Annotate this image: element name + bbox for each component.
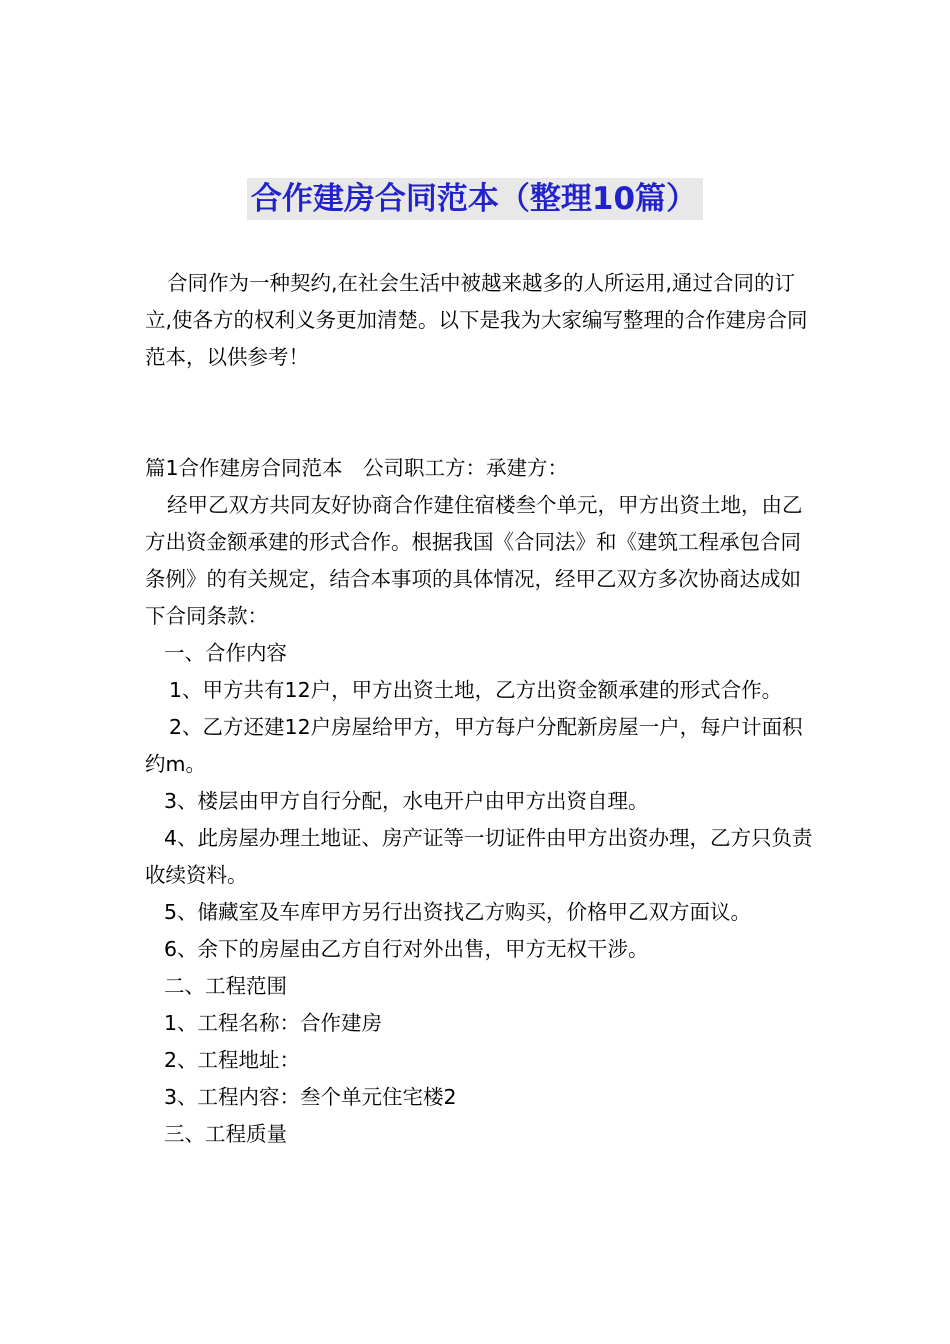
body-paragraph: 经甲乙双方共同友好协商合作建住宿楼叁个单元，甲方出资土地，由乙方出资金额承建的形式合作。根据我国《合同法》和《建筑工程承包合同条例》的有关规定，结合本事项的具体情况，经甲乙双方多次协商达成如下合同条款： — [145, 493, 803, 628]
title-container — [0, 178, 950, 220]
clause-item: 3、工程内容：叁个单元住宅楼2 — [164, 1085, 457, 1109]
clause-heading: 三、工程质量 — [164, 1122, 287, 1146]
clause-heading: 二、工程范围 — [164, 974, 287, 998]
clause-item: 5、储藏室及车库甲方另行出资找乙方购买，价格甲乙双方面议。 — [164, 900, 752, 924]
clause-item: 6、余下的房屋由乙方自行对外出售，甲方无权干涉。 — [164, 937, 649, 961]
clause-item: 2、乙方还建12户房屋给甲方，甲方每户分配新房屋一户，每户计面积约m。 — [145, 715, 803, 776]
clause-item: 2、工程地址： — [164, 1048, 301, 1072]
intro-section — [145, 265, 813, 376]
contract-body — [145, 450, 813, 1153]
clause-item: 4、此房屋办理土地证、房产证等一切证件由甲方出资办理，乙方只负责收续资料。 — [145, 826, 813, 887]
clause-item: 3、楼层由甲方自行分配，水电开户由甲方出资自理。 — [164, 789, 649, 813]
clause-heading: 一、合作内容 — [164, 641, 287, 665]
document-title: 合作建房合同范本（整理10篇） — [247, 178, 703, 220]
section-heading: 篇1合作建房合同范本 公司职工方：承建方： — [145, 456, 569, 480]
clause-item: 1、工程名称：合作建房 — [164, 1011, 383, 1035]
clause-item: 1、甲方共有12户，甲方出资土地，乙方出资金额承建的形式合作。 — [169, 678, 783, 702]
intro-paragraph: 合同作为一种契约,在社会生活中被越来越多的人所运用,通过合同的订立,使各方的权利义务更加清楚。以下是我为大家编写整理的合作建房合同范本，以供参考！ — [145, 271, 808, 369]
